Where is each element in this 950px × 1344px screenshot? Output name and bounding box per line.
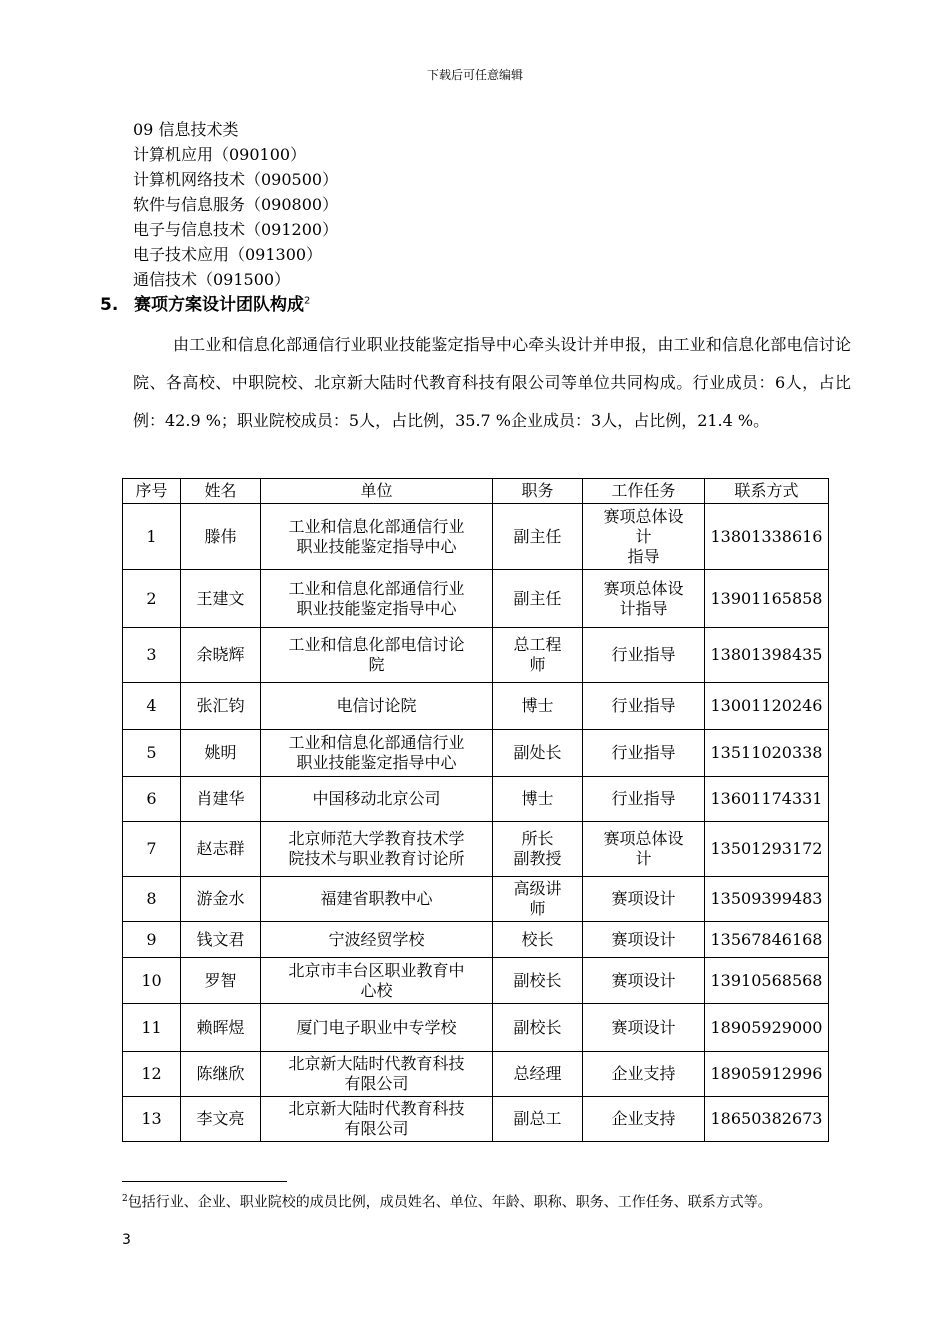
cell-name: 肖建华 xyxy=(181,777,261,822)
category-item: 计算机网络技术（090500） xyxy=(133,170,339,189)
header-name: 姓名 xyxy=(181,479,261,504)
table-header-row xyxy=(123,479,829,504)
cell-task: 行业指导 xyxy=(583,628,705,683)
cell-contact: 13001120246 xyxy=(705,683,829,730)
header-unit: 单位 xyxy=(261,479,493,504)
cell-task: 赛项设计 xyxy=(583,1004,705,1052)
category-item: 通信技术（091500） xyxy=(133,270,291,289)
cell-task: 赛项设计 xyxy=(583,922,705,958)
cell-task: 行业指导 xyxy=(583,683,705,730)
category-list xyxy=(133,117,338,292)
cell-position: 高级讲 师 xyxy=(493,877,583,922)
cell-unit: 工业和信息化部电信讨论 院 xyxy=(261,628,493,683)
cell-index: 3 xyxy=(123,628,181,683)
table-row xyxy=(123,1097,829,1142)
header-contact: 联系方式 xyxy=(705,479,829,504)
cell-index: 4 xyxy=(123,683,181,730)
section-title: 赛项方案设计团队构成 xyxy=(134,295,304,315)
section-heading xyxy=(100,290,310,315)
cell-index: 12 xyxy=(123,1052,181,1097)
header-position: 职务 xyxy=(493,479,583,504)
cell-unit: 北京新大陆时代教育科技 有限公司 xyxy=(261,1052,493,1097)
cell-name: 滕伟 xyxy=(181,504,261,570)
cell-name: 赵志群 xyxy=(181,822,261,877)
footnote-text: 包括行业、企业、职业院校的成员比例，成员姓名、单位、年龄、职称、职务、工作任务、联系方式等。 xyxy=(127,1194,772,1211)
table-body xyxy=(123,504,829,1142)
cell-position: 校长 xyxy=(493,922,583,958)
cell-position: 副校长 xyxy=(493,1004,583,1052)
table-row xyxy=(123,777,829,822)
team-description: 由工业和信息化部通信行业职业技能鉴定指导中心牵头设计并申报，由工业和信息化部电信讨论院、各高校、中职院校、北京新大陆时代教育科技有限公司等单位共同构成。行业成员：6人，占比例：42.9 %；职业院校成员：5人，占比例，35.7 %企业成员：3人，占比例，21.4 %。 xyxy=(133,335,851,430)
table-row xyxy=(123,1052,829,1097)
cell-task: 企业支持 xyxy=(583,1097,705,1142)
cell-index: 2 xyxy=(123,570,181,628)
section-number: 5. xyxy=(100,295,119,315)
cell-position: 副主任 xyxy=(493,570,583,628)
cell-name: 姚明 xyxy=(181,730,261,777)
cell-task: 企业支持 xyxy=(583,1052,705,1097)
footnote-divider xyxy=(122,1181,287,1182)
cell-index: 5 xyxy=(123,730,181,777)
cell-position: 副处长 xyxy=(493,730,583,777)
cell-unit: 工业和信息化部通信行业 职业技能鉴定指导中心 xyxy=(261,504,493,570)
header-index: 序号 xyxy=(123,479,181,504)
cell-name: 陈继欣 xyxy=(181,1052,261,1097)
cell-unit: 宁波经贸学校 xyxy=(261,922,493,958)
cell-contact: 13801338616 xyxy=(705,504,829,570)
cell-position: 所长 副教授 xyxy=(493,822,583,877)
cell-name: 钱文君 xyxy=(181,922,261,958)
cell-unit: 工业和信息化部通信行业 职业技能鉴定指导中心 xyxy=(261,730,493,777)
cell-task: 行业指导 xyxy=(583,777,705,822)
cell-contact: 13509399483 xyxy=(705,877,829,922)
cell-index: 8 xyxy=(123,877,181,922)
cell-index: 7 xyxy=(123,822,181,877)
cell-task: 赛项设计 xyxy=(583,877,705,922)
cell-unit: 北京市丰台区职业教育中 心校 xyxy=(261,958,493,1004)
cell-index: 9 xyxy=(123,922,181,958)
category-item: 计算机应用（090100） xyxy=(133,145,307,164)
table-row xyxy=(123,628,829,683)
page-header: 下载后可任意编辑 xyxy=(426,68,523,82)
cell-name: 王建文 xyxy=(181,570,261,628)
cell-contact: 18905929000 xyxy=(705,1004,829,1052)
cell-name: 李文亮 xyxy=(181,1097,261,1142)
category-item: 软件与信息服务（090800） xyxy=(133,195,339,214)
cell-task: 行业指导 xyxy=(583,730,705,777)
cell-contact: 18905912996 xyxy=(705,1052,829,1097)
cell-name: 罗智 xyxy=(181,958,261,1004)
cell-task: 赛项总体设 计 指导 xyxy=(583,504,705,570)
category-item: 电子技术应用（091300） xyxy=(133,245,323,264)
cell-position: 副总工 xyxy=(493,1097,583,1142)
cell-index: 6 xyxy=(123,777,181,822)
table-row xyxy=(123,922,829,958)
cell-index: 1 xyxy=(123,504,181,570)
cell-index: 11 xyxy=(123,1004,181,1052)
cell-contact: 13601174331 xyxy=(705,777,829,822)
cell-contact: 18650382673 xyxy=(705,1097,829,1142)
cell-position: 总经理 xyxy=(493,1052,583,1097)
cell-contact: 13501293172 xyxy=(705,822,829,877)
cell-name: 游金水 xyxy=(181,877,261,922)
cell-position: 博士 xyxy=(493,777,583,822)
cell-contact: 13901165858 xyxy=(705,570,829,628)
page-number: 3 xyxy=(122,1232,131,1248)
cell-contact: 13910568568 xyxy=(705,958,829,1004)
cell-unit: 中国移动北京公司 xyxy=(261,777,493,822)
cell-name: 赖晖煜 xyxy=(181,1004,261,1052)
table-row xyxy=(123,877,829,922)
table-row xyxy=(123,570,829,628)
category-item: 电子与信息技术（091200） xyxy=(133,220,339,239)
cell-contact: 13801398435 xyxy=(705,628,829,683)
cell-task: 赛项总体设 计指导 xyxy=(583,570,705,628)
footnote-marker: 2 xyxy=(122,1194,128,1204)
header-task: 工作任务 xyxy=(583,479,705,504)
category-heading: 09 信息技术类 xyxy=(133,120,239,139)
cell-contact: 13567846168 xyxy=(705,922,829,958)
cell-unit: 福建省职教中心 xyxy=(261,877,493,922)
table-row xyxy=(123,822,829,877)
cell-task: 赛项总体设 计 xyxy=(583,822,705,877)
cell-index: 13 xyxy=(123,1097,181,1142)
table-row xyxy=(123,504,829,570)
cell-name: 余晓辉 xyxy=(181,628,261,683)
cell-position: 副主任 xyxy=(493,504,583,570)
footnote-reference: 2 xyxy=(304,295,311,307)
cell-position: 副校长 xyxy=(493,958,583,1004)
cell-task: 赛项设计 xyxy=(583,958,705,1004)
cell-position: 总工程 师 xyxy=(493,628,583,683)
cell-unit: 厦门电子职业中专学校 xyxy=(261,1004,493,1052)
cell-name: 张汇钧 xyxy=(181,683,261,730)
cell-position: 博士 xyxy=(493,683,583,730)
table-row xyxy=(123,958,829,1004)
cell-unit: 北京师范大学教育技术学 院技术与职业教育讨论所 xyxy=(261,822,493,877)
table-row xyxy=(123,730,829,777)
cell-index: 10 xyxy=(123,958,181,1004)
cell-unit: 电信讨论院 xyxy=(261,683,493,730)
cell-unit: 工业和信息化部通信行业 职业技能鉴定指导中心 xyxy=(261,570,493,628)
table-row xyxy=(123,683,829,730)
footnote xyxy=(122,1189,852,1213)
team-table xyxy=(122,478,829,1142)
cell-unit: 北京新大陆时代教育科技 有限公司 xyxy=(261,1097,493,1142)
table-row xyxy=(123,1004,829,1052)
cell-contact: 13511020338 xyxy=(705,730,829,777)
